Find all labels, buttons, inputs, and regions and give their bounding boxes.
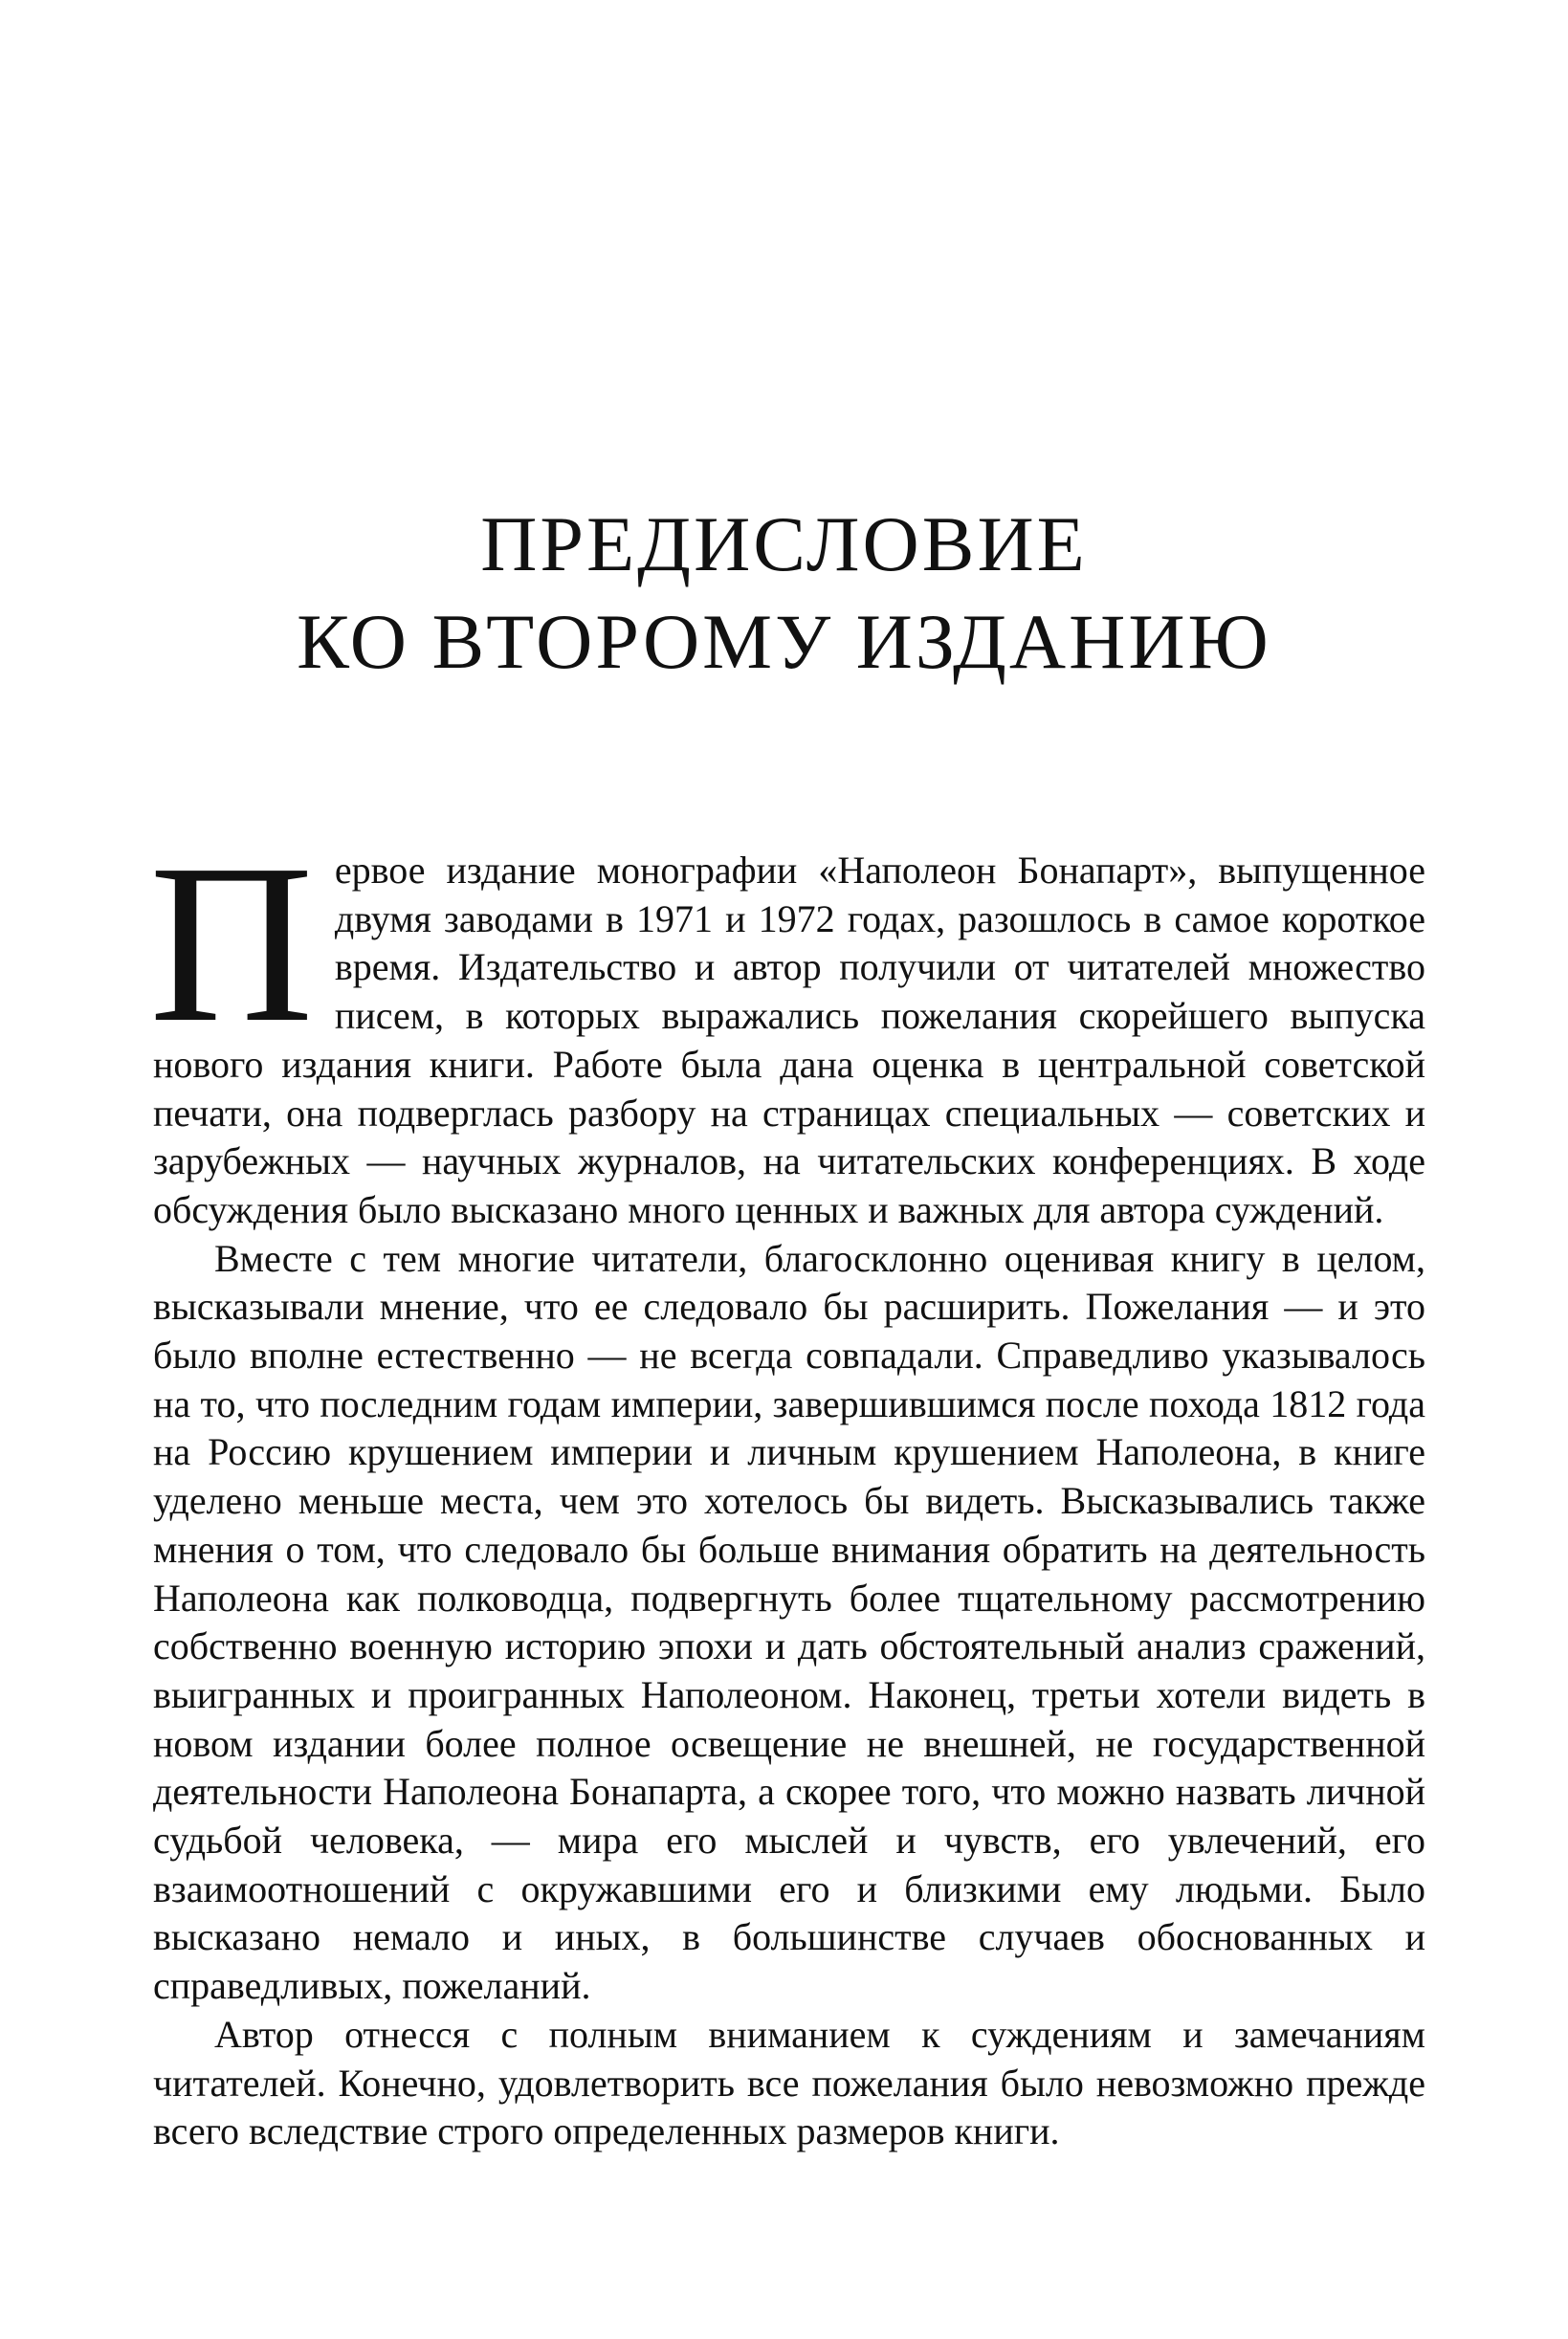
paragraph-1 (149, 818, 1425, 1235)
chapter-title-line-1: ПРЕДИСЛОВИЕ (480, 500, 1088, 587)
paragraph-3: Автор отнесся с полным вниманием к суждениям и замечаниям читателей. Конечно, удовлетворить все пожелания было невозможно прежде всего вследствие строго определенных размеров книги. (153, 2012, 1425, 2153)
drop-cap-letter: П (149, 818, 314, 1070)
chapter-title-line-2: КО ВТОРОМУ ИЗДАНИЮ (297, 598, 1271, 685)
paragraph-1-text: ервое издание монографии «Наполеон Бонапарт», выпущенное двумя заводами в 1971 и 1972 годах, разошлось в самое короткое время. Издательство и автор получили от читателей множество писем, в которых выражались пожелания скорейшего выпуска нового издания книги. Работе была дана оценка в центральной советской печати, она подверглась разбору на страницах специальных — советских и зарубежных — научных журналов, на читательских конференциях. В ходе обсуждения было высказано много ценных и важных для автора суждений. (153, 849, 1425, 1231)
body-text (149, 818, 1425, 2156)
paragraph-2: Вместе с тем многие читатели, благосклонно оценивая книгу в целом, высказывали мнение, что ее следовало бы расширить. Пожелания — и это было вполне естественно — не всегда совпадали. Справедливо указывалось на то, что последним годам империи, завершившимся после похода 1812 года на Россию крушением империи и личным крушением Наполеона, в книге уделено меньше места, чем это хотелось бы видеть. Высказывались также мнения о том, что следовало бы больше внимания обратить на деятельность Наполеона как полководца, подвергнуть более тщательному рассмотрению собственно военную историю эпохи и дать обстоятельный анализ сражений, выигранных и проигранных Наполеоном. Наконец, третьи хотели видеть в новом издании более полное освещение не внешней, не государственной деятельности Наполеона Бонапарта, а скорее того, что можно назвать личной судьбой человека, — мира его мыслей и чувств, его увлечений, его взаимоотношений с окружавшими его и близкими ему людьми. Было высказано немало и иных, в большинстве случаев обоснованных и справедливых, пожеланий. (153, 1236, 1425, 2008)
